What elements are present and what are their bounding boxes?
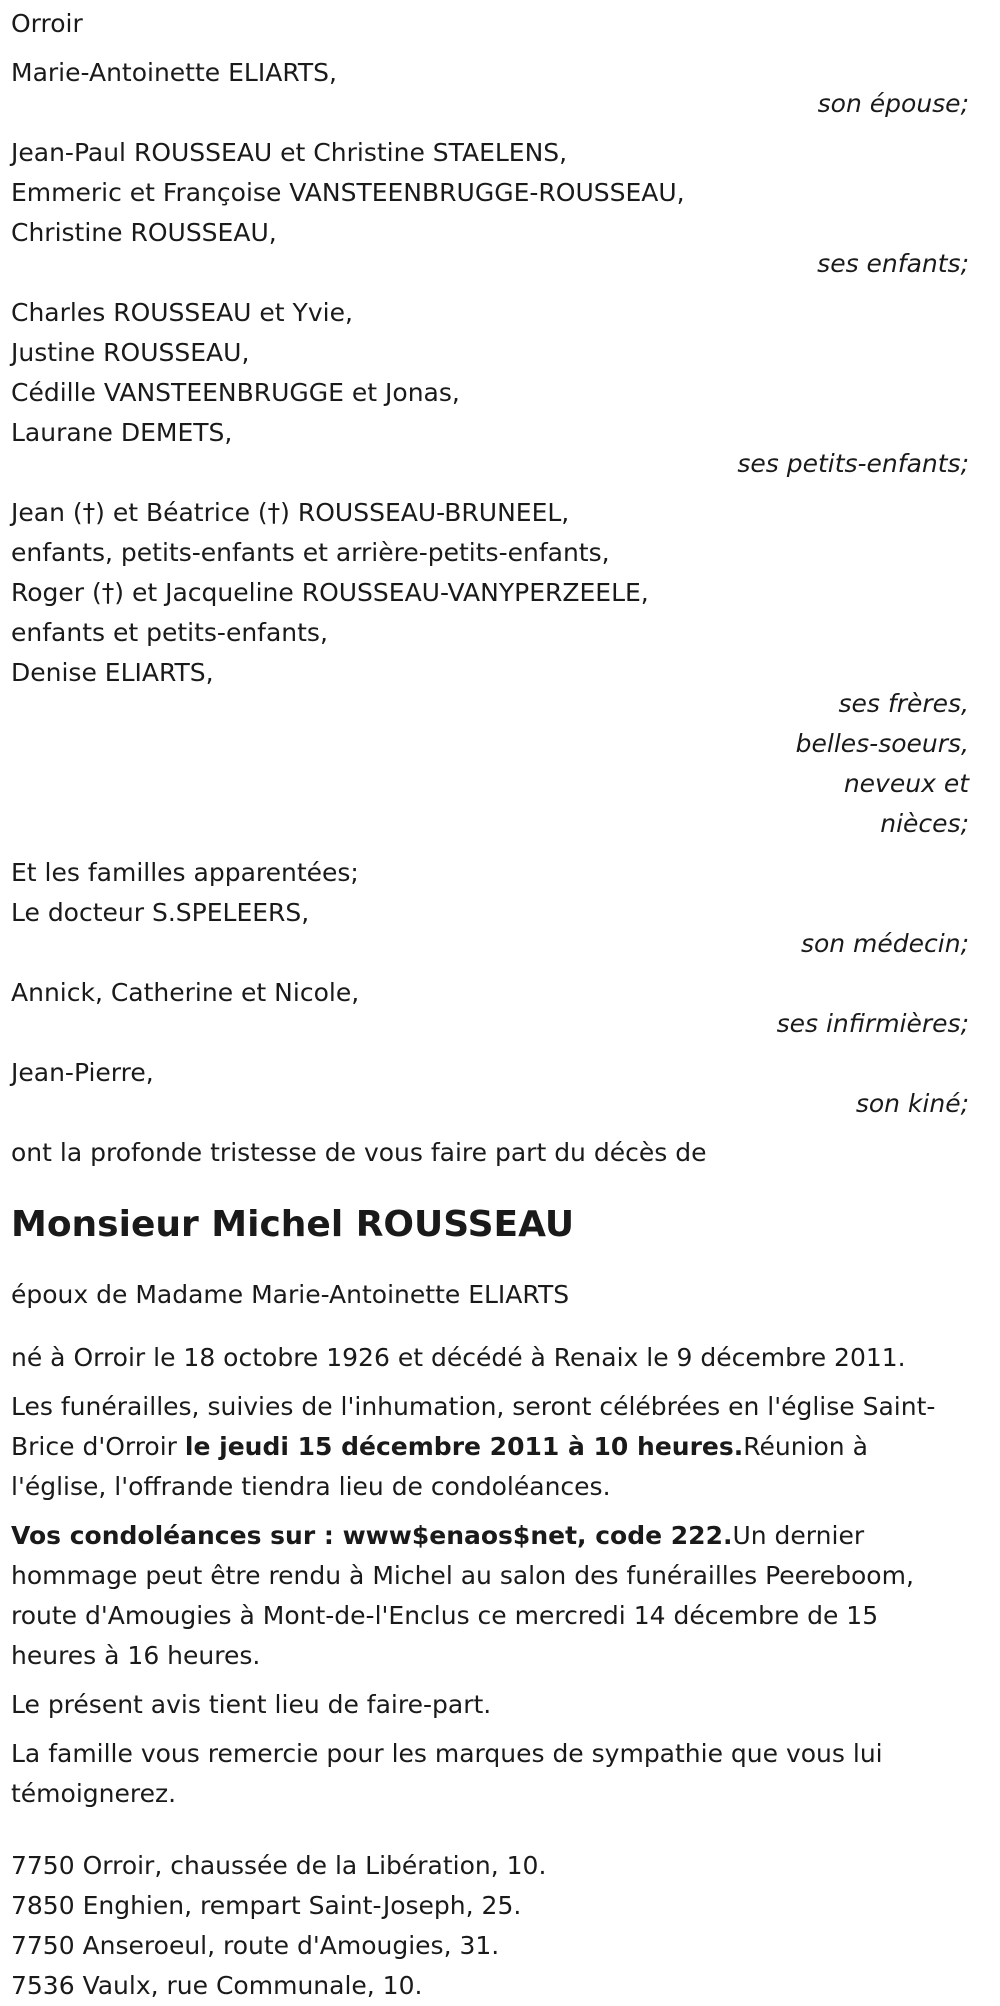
condolences-link-text: Vos condoléances sur : www$enaos$net, code 222. xyxy=(11,1521,733,1550)
family-role: ses petits-enfants; xyxy=(737,449,969,478)
funeral-text-before: Les funérailles, suivies de l'inhumation, seront célébrées en l'église Saint-Brice d'Orroir xyxy=(11,1392,936,1461)
funeral-date: le jeudi 15 décembre 2011 à 10 heures. xyxy=(184,1432,744,1461)
spouse-line: époux de Madame Marie-Antoinette ELIARTS xyxy=(11,1280,570,1309)
condolences-text-after: Un dernier hommage peut être rendu à Michel au salon des funérailles Peereboom, route d'Amougies à Mont-de-l'Enclus ce mercredi 14 décembre de 15 heures à 16 heures. xyxy=(11,1521,914,1670)
family-name-line: Denise ELIARTS, xyxy=(11,658,214,687)
announcement-text: ont la profonde tristesse de vous faire part du décès de xyxy=(11,1138,707,1167)
family-group-grandchildren xyxy=(11,293,969,484)
address-list xyxy=(11,1846,969,2006)
family-role: son kiné; xyxy=(855,1089,969,1118)
family-group-spouse xyxy=(11,53,969,124)
family-name-line: Et les familles apparentées; xyxy=(11,858,359,887)
family-name-line: Roger (†) et Jacqueline ROUSSEAU-VANYPERZEELE, xyxy=(11,578,649,607)
family-name-line: Le docteur S.SPELEERS, xyxy=(11,898,310,927)
family-role: son épouse; xyxy=(817,89,969,118)
family-name-line: enfants, petits-enfants et arrière-petits-enfants, xyxy=(11,538,610,567)
family-name-line: Marie-Antoinette ELIARTS, xyxy=(11,58,337,87)
family-name-line: Charles ROUSSEAU et Yvie, xyxy=(11,298,353,327)
header-place xyxy=(11,4,969,44)
family-name-line: enfants et petits-enfants, xyxy=(11,618,328,647)
family-name-line: Jean-Paul ROUSSEAU et Christine STAELENS, xyxy=(11,138,568,167)
family-role: son médecin; xyxy=(800,929,969,958)
family-role: ses enfants; xyxy=(817,249,969,278)
notice-line: Le présent avis tient lieu de faire-part. xyxy=(11,1690,492,1719)
family-name-line: Laurane DEMETS, xyxy=(11,418,233,447)
family-role: ses infirmières; xyxy=(776,1009,969,1038)
family-name-line: Cédille VANSTEENBRUGGE et Jonas, xyxy=(11,378,460,407)
funeral-text-after: Réunion à l'église, l'offrande tiendra lieu de condoléances. xyxy=(11,1432,868,1501)
family-name-line: Emmeric et Françoise VANSTEENBRUGGE-ROUSSEAU, xyxy=(11,178,685,207)
address-item: 7750 Orroir, chaussée de la Libération, 10. xyxy=(11,1851,547,1880)
address-item: 7850 Enghien, rempart Saint-Joseph, 25. xyxy=(11,1891,522,1920)
birth-death-line: né à Orroir le 18 octobre 1926 et décédé à Renaix le 9 décembre 2011. xyxy=(11,1343,906,1372)
family-name-line: Jean-Pierre, xyxy=(11,1058,154,1087)
family-name-line: Justine ROUSSEAU, xyxy=(11,338,250,367)
announcement xyxy=(11,1133,969,1173)
family-role: ses frères, belles-soeurs, neveux et nièces; xyxy=(795,689,969,838)
family-group-physio xyxy=(11,1053,969,1124)
place-name: Orroir xyxy=(11,9,83,38)
family-group-children xyxy=(11,133,969,284)
condolences-paragraph xyxy=(11,1516,969,1676)
spacer xyxy=(11,1324,969,1338)
deceased-name: Monsieur Michel ROUSSEAU xyxy=(11,1204,575,1245)
thanks-paragraph: La famille vous remercie pour les marques de sympathie que vous lui témoignerez. xyxy=(11,1739,883,1808)
funeral-paragraph xyxy=(11,1387,969,1507)
family-group-nurses xyxy=(11,973,969,1044)
family-name-line: Christine ROUSSEAU, xyxy=(11,218,277,247)
family-name-line: Annick, Catherine et Nicole, xyxy=(11,978,360,1007)
family-name-line: Jean (†) et Béatrice (†) ROUSSEAU-BRUNEEL, xyxy=(11,498,570,527)
family-group-siblings xyxy=(11,493,969,844)
address-item: 7536 Vaulx, rue Communale, 10. xyxy=(11,1971,423,2000)
family-group-doctor xyxy=(11,853,969,964)
address-item: 7750 Anseroeul, route d'Amougies, 31. xyxy=(11,1931,500,1960)
